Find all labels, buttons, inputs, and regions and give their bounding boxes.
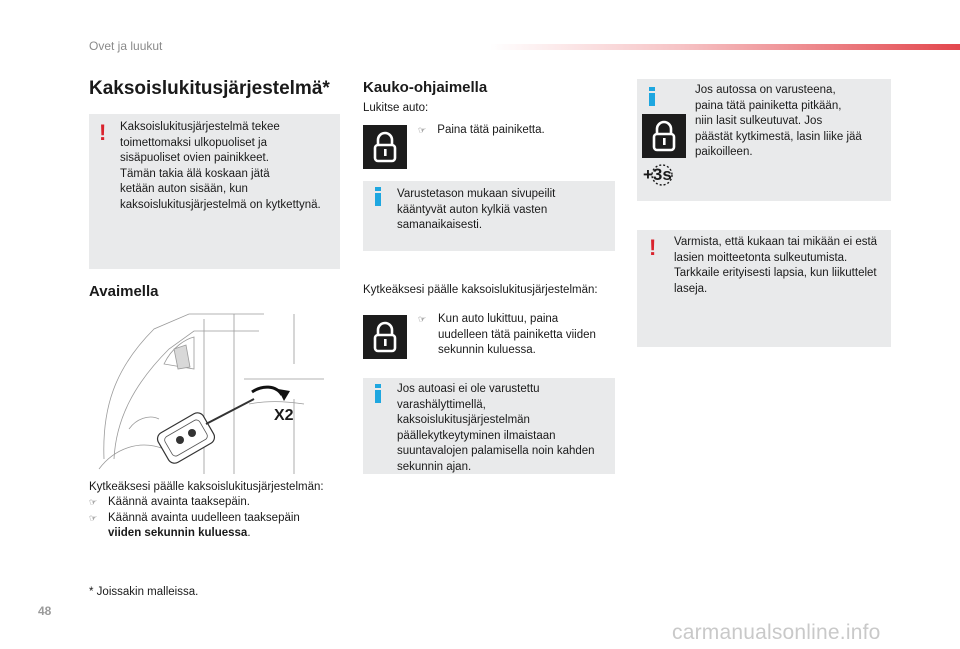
text-line: niin lasit sulkeutuvat. Jos	[695, 115, 823, 127]
info-i-icon	[375, 384, 383, 404]
pointing-hand-icon: ☞	[89, 497, 98, 507]
warning-text	[120, 120, 336, 213]
text-line: Kun auto lukittuu, paina	[438, 313, 559, 325]
text-line: kaksoislukitusjärjestelmän	[397, 414, 530, 426]
key-step-2	[89, 511, 339, 527]
step-text: Paina tätä painiketta.	[437, 124, 545, 136]
pointing-hand-icon: ☞	[418, 314, 427, 324]
pointing-hand-icon: ☞	[89, 513, 98, 523]
text-line: sisäpuoliset ovien painikkeet.	[120, 152, 269, 164]
section-title: Ovet ja luukut	[89, 39, 163, 53]
text-line: lasien moitteetonta sulkeutumista.	[674, 251, 848, 264]
key-heading: Avaimella	[89, 283, 159, 300]
step-text	[438, 312, 618, 359]
remote-heading: Kauko-ohjaimella	[363, 79, 488, 96]
lock-button-image	[363, 315, 407, 359]
door-key-illustration	[94, 309, 338, 475]
press-once-step	[418, 123, 545, 139]
step-text: Käännä avainta taaksepäin.	[108, 496, 250, 508]
text-line: varashälyttimellä,	[397, 398, 486, 411]
text-line: Tarkkaile erityisesti lapsia, kun liikuttelet	[674, 267, 877, 279]
text-line: laseja.	[674, 282, 708, 295]
padlock-icon	[642, 114, 686, 158]
watermark: carmanualsonline.info	[672, 621, 881, 644]
text-line: uudelleen tätä painiketta viiden	[438, 328, 596, 341]
info-i-icon	[649, 87, 657, 107]
text-line: sekunnin kuluessa.	[438, 344, 536, 356]
lock-button-image	[642, 114, 686, 158]
page-number: 48	[38, 604, 52, 618]
header-accent-rule	[490, 44, 960, 50]
emphasis-text: viiden sekunnin kuluessa	[108, 527, 248, 539]
text-line: suuntavalojen palamisella noin kahden	[397, 445, 595, 457]
key-intro: Kytkeäksesi päälle kaksoislukitusjärjestelmän:	[89, 481, 324, 493]
info-box-windows	[637, 79, 891, 201]
hold-duration-badge	[641, 164, 683, 186]
text-line: Kaksoislukitusjärjestelmä tekee	[120, 121, 280, 133]
text-line: kääntyvät auton kylkiä vasten	[397, 203, 548, 216]
text-line: Tämän takia älä koskaan jätä	[120, 167, 270, 180]
text-line: Varmista, että kukaan tai mikään ei estä	[674, 236, 878, 248]
twice-label: X2	[274, 407, 294, 424]
lock-button-image	[363, 125, 407, 169]
hold-duration-label: +3s	[643, 165, 672, 184]
text-line: Varustetason mukaan sivupeilit	[397, 188, 556, 200]
warning-box-windows	[637, 230, 891, 347]
car-door-drawing	[94, 309, 338, 475]
text-line: Jos autossa on varusteena,	[695, 84, 836, 96]
exclamation-icon: !	[99, 120, 107, 145]
padlock-icon	[363, 125, 407, 169]
pointing-hand-icon: ☞	[418, 125, 427, 135]
text-line: Jos autoasi ei ole varustettu	[397, 383, 540, 395]
text-line: samanaikaisesti.	[397, 219, 483, 231]
lock-label: Lukitse auto:	[363, 102, 429, 114]
text-line: ketään auton sisään, kun	[120, 183, 248, 195]
text-line: päästät kytkimestä, lasin liike jää	[695, 130, 862, 143]
text-line: paikoilleen.	[695, 146, 753, 158]
info-box-mirrors	[363, 181, 615, 251]
step-text: Käännä avainta uudelleen taaksepäin	[108, 512, 300, 524]
press-again-step	[418, 312, 614, 356]
key-step-1	[89, 495, 250, 511]
info-i-icon	[375, 187, 383, 207]
padlock-icon	[363, 315, 407, 359]
key-step-2-cont	[108, 526, 251, 542]
info-text	[695, 83, 889, 161]
page-heading: Kaksoislukitusjärjestelmä*	[89, 78, 330, 99]
text-line: kaksoislukitusjärjestelmä on kytkettynä.	[120, 198, 321, 211]
exclamation-icon: !	[649, 235, 657, 260]
text-line: sekunnin ajan.	[397, 460, 472, 473]
warning-box-double-lock	[89, 114, 340, 269]
info-text	[397, 187, 611, 234]
key-fob-drawing	[155, 387, 290, 466]
text-line: paina tätä painiketta pitkään,	[695, 99, 842, 112]
step-end: .	[247, 527, 251, 539]
info-text	[397, 382, 613, 475]
footnote: * Joissakin malleissa.	[89, 586, 199, 598]
text-line: päällekytkeytyminen ilmaistaan	[397, 429, 556, 442]
info-box-indicators	[363, 378, 615, 474]
text-line: toimettomaksi ulkopuoliset ja	[120, 136, 268, 149]
double-lock-intro: Kytkeäksesi päälle kaksoislukitusjärjestelmän:	[363, 284, 598, 296]
warning-text	[674, 235, 888, 297]
